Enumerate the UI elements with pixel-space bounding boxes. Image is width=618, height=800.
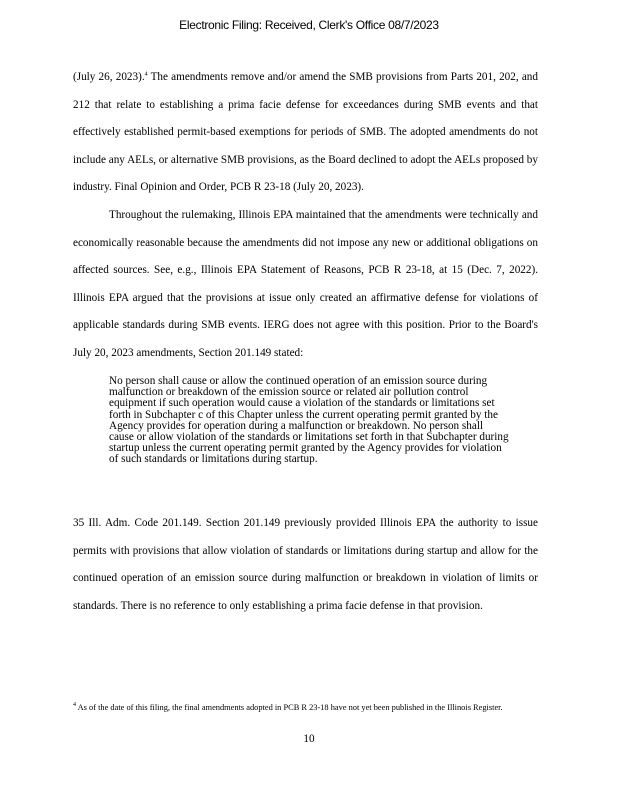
paragraph-2: Throughout the rulemaking, Illinois EPA maintained that the amendments were technically and economically reasonable because the amendments did not impose any new or additional obligations on affected sources. See, e.g., Illinois EPA Statement of Reasons, PCB R 23-18, at 15 (Dec. 7, 2022). Illinois EPA argued that the provisions at issue only created an affirmative defense for violations of applicable standards during SMB events. IERG does not agree with this position. Prior to the Board's July 20, 2023 amendments, Section 201.149 stated: <box>73 209 538 359</box>
paragraph-1-rest: The amendments remove and/or amend the SMB provisions from Parts 201, 202, and 212 that relate to establishing a prima facie defense for exceedances during SMB events and that effectively established permit-based exemptions for periods of SMB. The adopted amendments do not include any AELs, or alternative SMB provisions, as the Board declined to adopt the AELs proposed by industry. Final Opinion and Order, PCB R 23-18 (July 20, 2023). <box>73 71 538 194</box>
block-quote: No person shall cause or allow the continued operation of an emission source during malfunction or breakdown of the emission source or related air pollution control equipment if such operation would cause a violation of the standards or limitations set forth in Subchapter c of this Chapter unless the current operating permit granted by the Agency provides for operation during a malfunction or breakdown. No person shall cause or allow violation of the standards or limitations set forth in that Subchapter during startup unless the current operating permit granted by the Agency provides for violation of such standards or limitations during startup. <box>109 375 509 466</box>
page-number: 10 <box>303 733 315 745</box>
footnote-text: As of the date of this filing, the final amendments adopted in PCB R 23-18 have not yet been published in the Illinois Register. <box>76 703 503 712</box>
paragraph-3: 35 Ill. Adm. Code 201.149. Section 201.149 previously provided Illinois EPA the authority to issue permits with provisions that allow violation of standards or limitations during startup and allow for the continued operation of an emission source during malfunction or breakdown in violation of limits or standards. There is no reference to only establishing a prima facie defense in that provision. <box>73 517 538 612</box>
footnote-marker: 4 <box>73 702 76 709</box>
footnote <box>73 703 533 714</box>
filing-stamp-header: Electronic Filing: Received, Clerk's Office 08/7/2023 <box>179 18 439 32</box>
paragraph-1-start: (July 26, 2023). <box>73 71 145 83</box>
footnote-reference: 4 <box>144 71 148 78</box>
paragraph-1 <box>73 64 538 202</box>
